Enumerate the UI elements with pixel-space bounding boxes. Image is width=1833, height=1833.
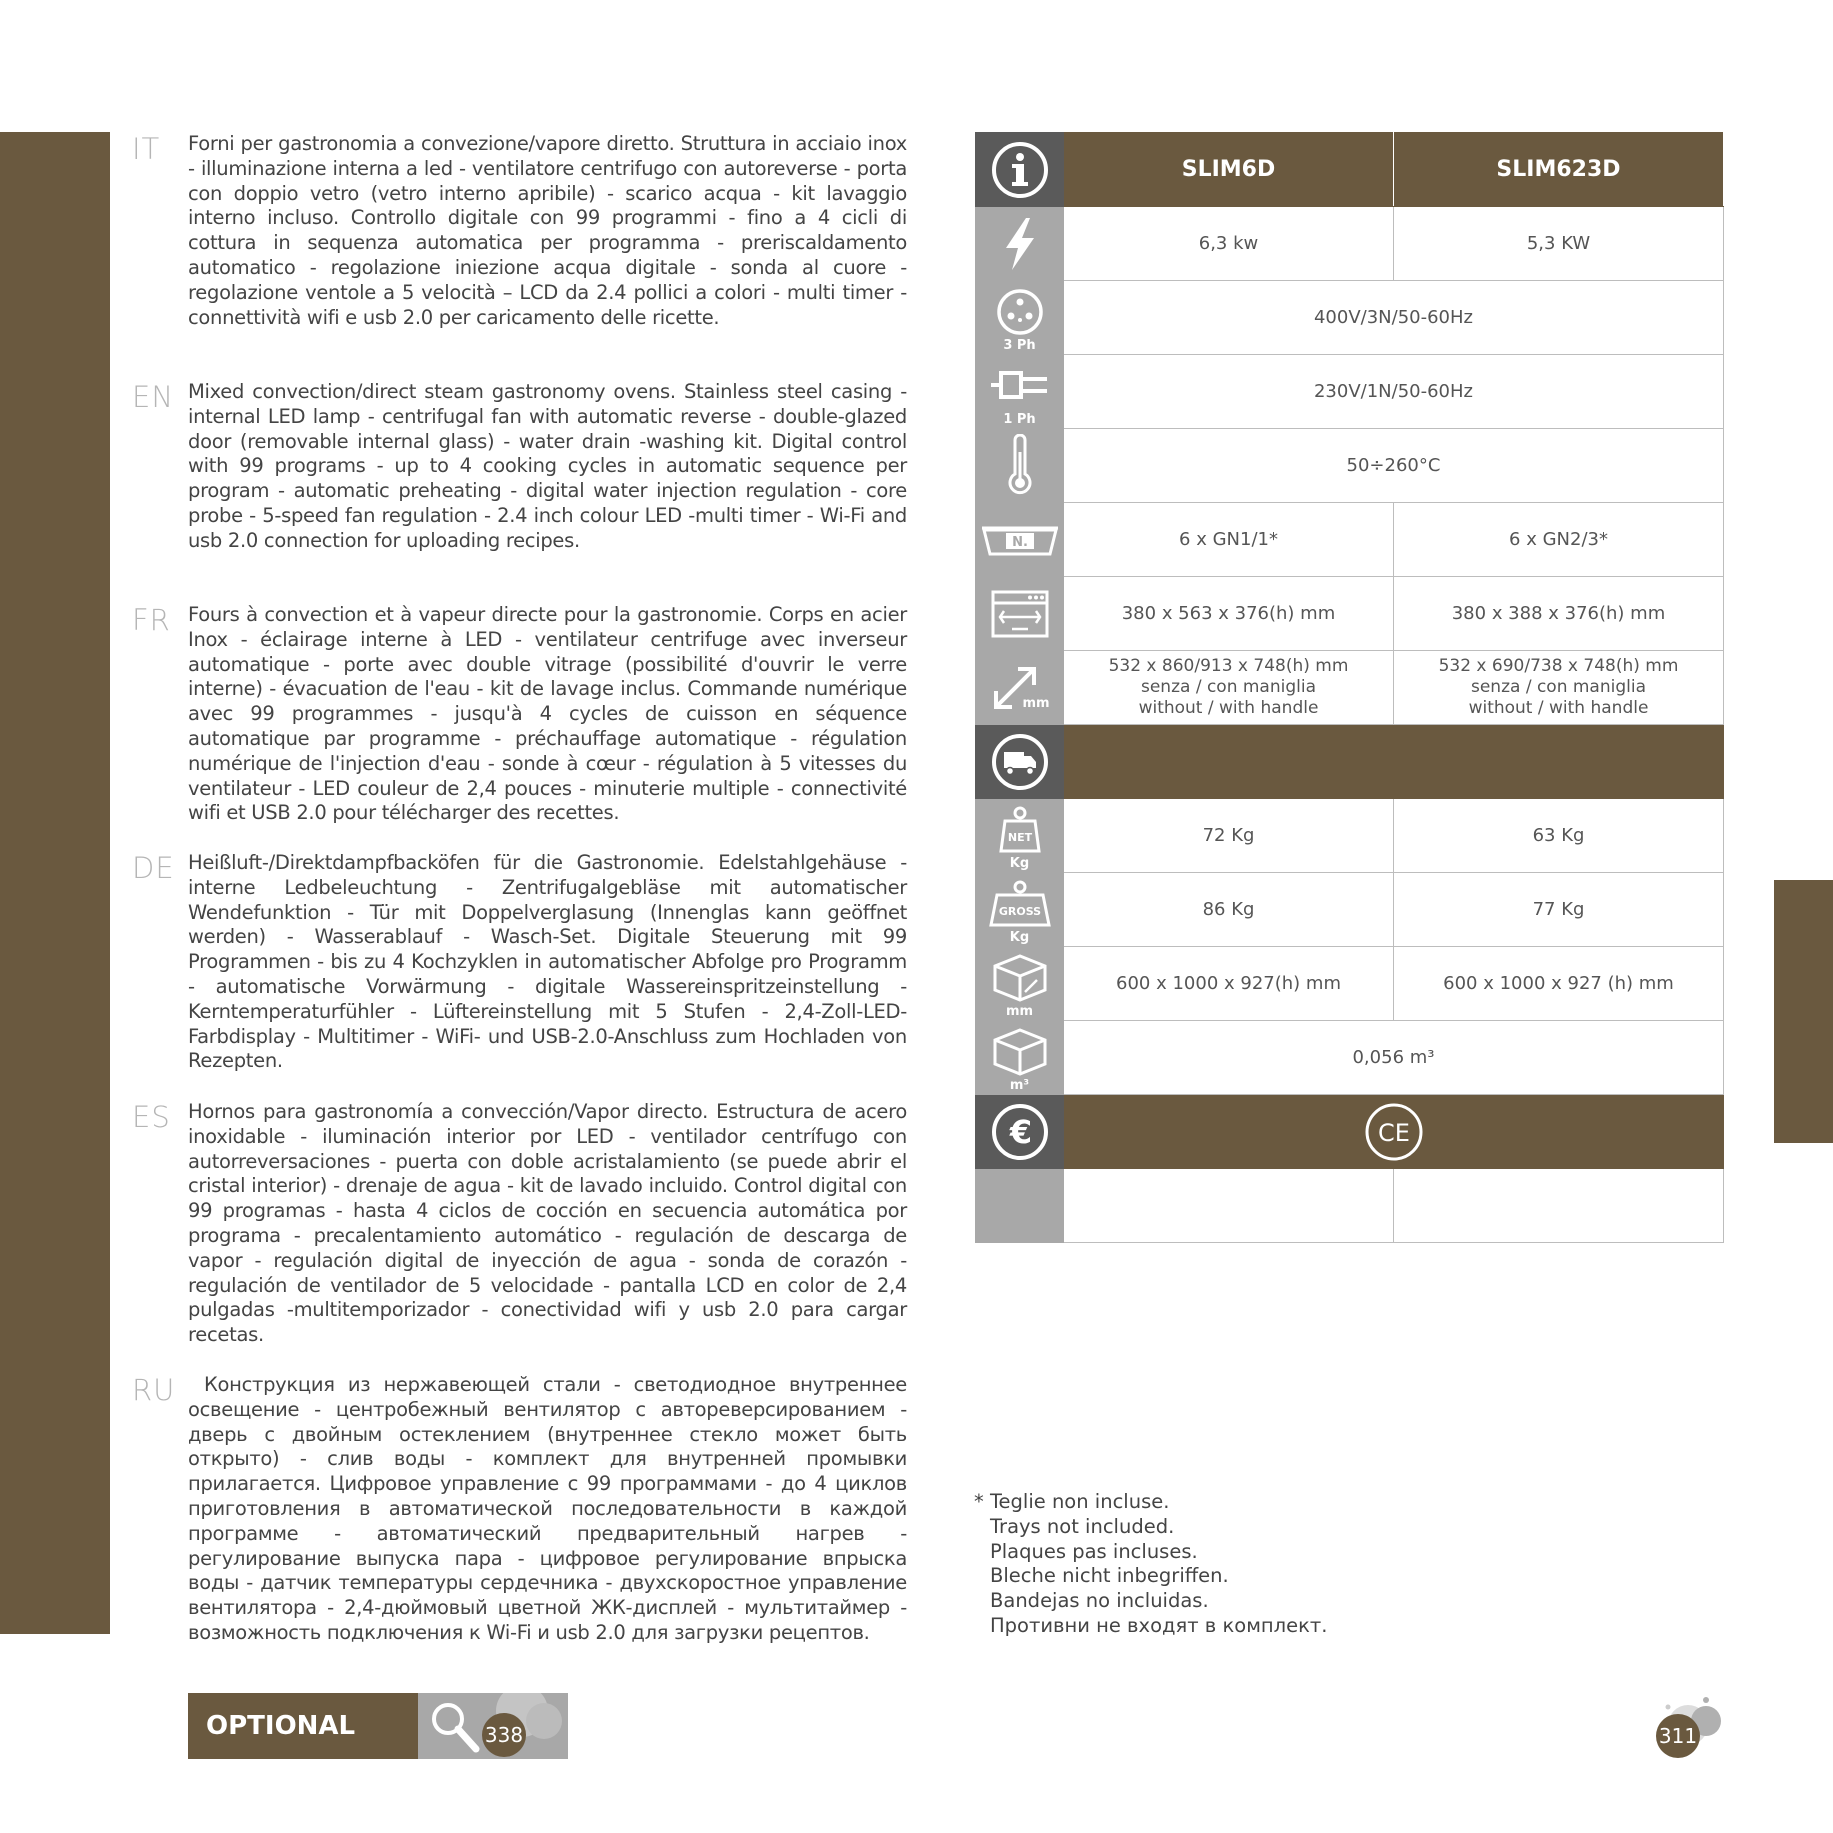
euro-icon (976, 1095, 1064, 1169)
gastronorm-tray-icon (976, 503, 1064, 577)
gross-weight-value: 77 Kg (1394, 873, 1724, 947)
lightning-icon (976, 207, 1064, 281)
dims-size: 532 x 860/913 x 748(h) mm (1108, 656, 1349, 676)
model-name: SLIM623D (1394, 133, 1724, 207)
price-value (1394, 1169, 1724, 1243)
gross-weight-row (976, 873, 1724, 947)
model-name: SLIM6D (1064, 133, 1394, 207)
optional-reference (418, 1693, 568, 1759)
dimensions-value (1064, 651, 1394, 725)
chamber-value: 380 x 563 x 376(h) mm (1064, 577, 1394, 651)
power-value: 6,3 kw (1064, 207, 1394, 281)
single-phase-value: 230V/1N/50-60Hz (1064, 355, 1724, 429)
dimensions-row (976, 651, 1724, 725)
lang-code: RU (132, 1373, 176, 1407)
chamber-row (976, 577, 1724, 651)
power-value: 5,3 KW (1394, 207, 1724, 281)
footnote-line: Trays not included. (990, 1514, 1175, 1538)
footnote-line: Противни не входят в комплект. (990, 1613, 1328, 1637)
icon-caption: m³ (1009, 1078, 1030, 1093)
description-text: Hornos para gastronomía a convección/Vapor directo. Estructura de acero inoxidable - iluminación interior por LED - ventilador centrífugo con autorreversaciones - puerta con doble acristalamiento (se puede abrir el cristal interior) - drenaje de agua - kit de lavado incluido. Control digital con 99 programas - hasta 4 ciclos de cocción en secuencia automática por programa - precalentamiento automático - regulación de descarga de vapor - regulación digital de inyección de agua - sonda de corazón - regulación de ventilador de 5 velocidade - pantalla LCD en color de 2,4 pulgadas -multitemporizador - conectividad wifi y usb 2.0 para cargar recetas. (188, 1100, 907, 1347)
info-icon (976, 133, 1064, 207)
box-volume-icon (976, 1021, 1064, 1095)
price-icon-cell (976, 1169, 1064, 1243)
dims-note-it: senza / con maniglia (1470, 677, 1647, 697)
ce-mark-cell (1064, 1095, 1724, 1169)
lang-code: ES (132, 1100, 171, 1134)
optional-page-badge: 338 (482, 1713, 526, 1757)
dims-note-it: senza / con maniglia (1140, 677, 1317, 697)
page-number: 311 (1656, 1714, 1700, 1758)
footnote-line: Bandejas no incluidas. (990, 1589, 1209, 1613)
net-weight-icon (976, 799, 1064, 873)
lang-code: FR (132, 603, 171, 637)
box-dimensions-icon (976, 947, 1064, 1021)
price-value (1064, 1169, 1394, 1243)
temperature-row (976, 429, 1724, 503)
trays-value: 6 x GN2/3* (1394, 503, 1724, 577)
single-phase-row (976, 355, 1724, 429)
gross-weight-value: 86 Kg (1064, 873, 1394, 947)
ce-mark-icon (1363, 1101, 1425, 1163)
footnote-line: Plaques pas incluses. (990, 1539, 1198, 1563)
dims-note-en: without / with handle (1138, 698, 1319, 718)
footnote (974, 1490, 1327, 1639)
lang-code: DE (132, 851, 175, 885)
lang-code: EN (132, 380, 175, 414)
net-weight-value: 63 Kg (1394, 799, 1724, 873)
description-text: Конструкция из нержавеющей стали - светодиодное внутреннее освещение - центробежный вентилятор с автореверсированием - дверь с двойным остеклением (внутреннее стекло может быть открыто) - слив воды - комплект для внутренней промывки прилагается. Цифровое управление с 99 программами - до 4 циклов приготовления в автоматической последовательности в каждой программе - автоматический предварительный нагрев - регулирование выпуска пара - цифровое регулирование впрыска воды - датчик температуры сердечника - двухскоростное управление вентилятора - 2,4-дюймовый цветной ЖК-дисплей - мультитаймер - возможность подключения к Wi-Fi и usb 2.0 для загрузки рецептов. (188, 1373, 907, 1644)
optional-label: OPTIONAL (188, 1693, 418, 1759)
three-phase-row (976, 281, 1724, 355)
price-header-row (976, 1095, 1724, 1169)
power-row (976, 207, 1724, 281)
shipping-header-row (976, 725, 1724, 799)
three-phase-plug-icon (976, 281, 1064, 355)
delivery-truck-icon (976, 725, 1064, 799)
icon-caption: 3 Ph (1003, 338, 1036, 353)
single-phase-plug-icon (976, 355, 1064, 429)
volume-row (976, 1021, 1724, 1095)
shipping-header (1064, 725, 1724, 799)
net-weight-row (976, 799, 1724, 873)
price-row (976, 1169, 1724, 1243)
volume-value: 0,056 m³ (1064, 1021, 1724, 1095)
footnote-line: * Teglie non incluse. (974, 1490, 1170, 1513)
chamber-value: 380 x 388 x 376(h) mm (1394, 577, 1724, 651)
net-label: NET (1007, 830, 1032, 844)
thermometer-icon (976, 429, 1064, 503)
trays-row (976, 503, 1724, 577)
trays-value: 6 x GN1/1* (1064, 503, 1394, 577)
lang-code: IT (132, 132, 161, 166)
packaging-value: 600 x 1000 x 927 (h) mm (1394, 947, 1724, 1021)
description-text: Heißluft-/Direktdampfbacköfen für die Gastronomie. Edelstahlgehäuse - interne Ledbeleuchtung - Zentrifugalgebläse mit automatischer Wendefunktion - Tür mit Doppelverglasung (Innenglas kann geöffnet werden) - Wasserablauf - Wasch-Set. Digitale Steuerung mit 99 Programmen - bis zu 4 Kochzyklen in automatischer Abfolge pro Programm - automatische Vorwärmung - digitale Wassereinspritzeinstellung - Kerntemperaturfühler - Lüftereinstellung mit 5 Stufen - 2,4-Zoll-LED-Farbdisplay - Multitimer - WiFi- und USB-2.0-Anschluss zum Hochladen von Rezepten. (188, 851, 907, 1073)
footnote-line: Bleche nicht inbegriffen. (990, 1564, 1229, 1588)
description-text: Fours à convection et à vapeur directe pour la gastronomie. Corps en acier Inox - éclairage interne à LED - ventilateur centrifuge avec inverseur automatique - porte avec double vitrage (possibilité d'ouvrir le verre interne) - évacuation de l'eau - kit de lavage inclus. Commande numérique avec 99 programmes - jusqu'à 4 cycles de cuisson en séquence automatique par programme - préchauffage automatique - régulation numérique de l'injection d'eau - sonde à cœur - régulation à 5 vitesses du ventilateur - LED couleur de 2,4 pouces - minuterie multiple - connectivité wifi et USB 2.0 pour télécharger des recettes. (188, 603, 907, 825)
dimensions-arrow-icon (976, 651, 1064, 725)
spec-table (975, 132, 1724, 1243)
net-weight-value: 72 Kg (1064, 799, 1394, 873)
dimensions-value (1394, 651, 1724, 725)
three-phase-value: 400V/3N/50-60Hz (1064, 281, 1724, 355)
packaging-value: 600 x 1000 x 927(h) mm (1064, 947, 1394, 1021)
temperature-value: 50÷260°C (1064, 429, 1724, 503)
packaging-row (976, 947, 1724, 1021)
ce-mark-text: CE (1377, 1118, 1410, 1147)
model-row (976, 133, 1724, 207)
optional-link[interactable] (188, 1693, 568, 1759)
oven-chamber-icon (976, 577, 1064, 651)
gross-label: GROSS (998, 904, 1041, 918)
icon-caption: 1 Ph (1003, 412, 1036, 427)
dims-size: 532 x 690/738 x 748(h) mm (1438, 656, 1679, 676)
description-text: Forni per gastronomia a convezione/vapore diretto. Struttura in acciaio inox - illuminazione interna a led - ventilatore centrifugo con autoreverse - porta con doppio vetro (vetro interno apribile) - scarico acqua - kit lavaggio interno incluso. Controllo digitale con 99 programmi - fino a 4 cicli di cottura in sequenza automatica per programma - preriscaldamento automatico - regolazione iniezione acqua digitale - sonda al cuore - regolazione ventole a 5 velocità – LCD da 2.4 pollici a colori - multi timer - connettività wifi e usb 2.0 per caricamento delle ricette. (188, 132, 907, 329)
left-color-bar (0, 132, 110, 1634)
svg-text:€: € (1009, 1112, 1032, 1151)
gross-weight-icon (976, 873, 1064, 947)
icon-caption: Kg (1009, 856, 1030, 871)
description-text: Mixed convection/direct steam gastronomy ovens. Stainless steel casing - internal LED lamp - centrifugal fan with automatic reverse - double-glazed door (removable internal glass) - water drain -washing kit. Digital control with 99 programs - up to 4 cooking cycles in automatic sequence per program - automatic preheating - digital water injection regulation - core probe - 5-speed fan regulation - 2.4 inch colour LED -multi timer - Wi-Fi and usb 2.0 connection for uploading recipes. (188, 380, 907, 552)
icon-caption: mm (1005, 1004, 1034, 1019)
dims-icon-label: mm (1021, 695, 1050, 711)
dims-note-en: without / with handle (1468, 698, 1649, 718)
tray-label: N. (1011, 534, 1028, 550)
right-section-tab (1774, 880, 1833, 1143)
icon-caption: Kg (1009, 930, 1030, 945)
